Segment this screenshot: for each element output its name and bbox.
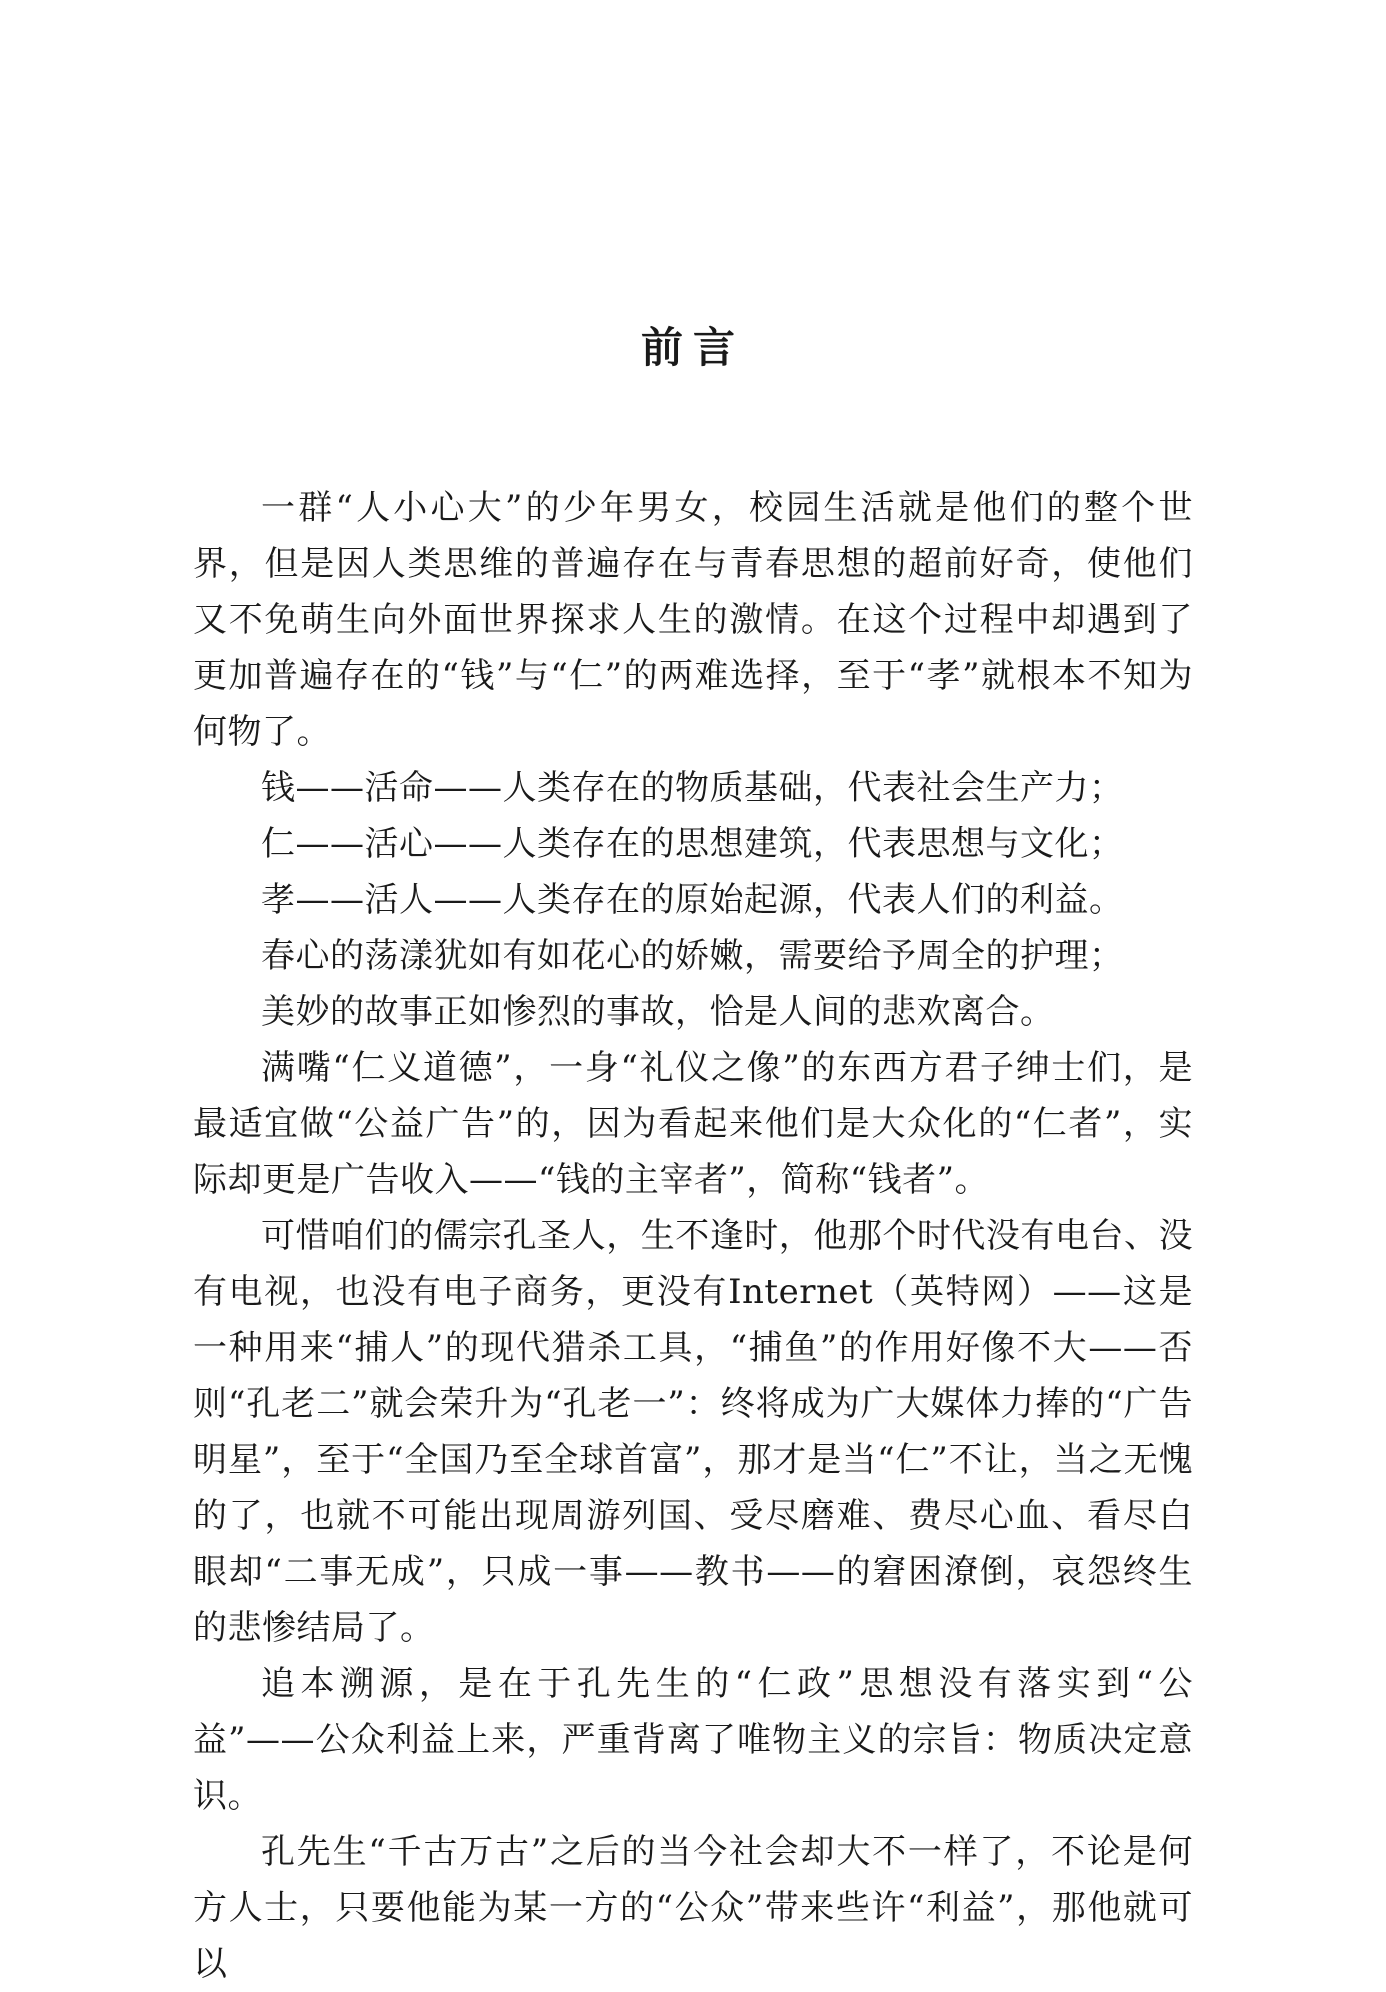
paragraph: 可惜咱们的儒宗孔圣人，生不逢时，他那个时代没有电台、没有电视，也没有电子商务，更没有Internet（英特网）——这是一种用来“捕人”的现代猎杀工具，“捕鱼”的作用好像不大——否则“孔老二”就会荣升为“孔老一”：终将成为广大媒体力捧的“广告明星”，至于“全国乃至全球首富”，那才是当“仁”不让，当之无愧的了，也就不可能出现周游列国、受尽磨难、费尽心血、看尽白眼却“二事无成”，只成一事——教书——的窘困潦倒，哀怨终生的悲惨结局了。 bbox=[193, 1216, 1193, 1648]
paragraph: 美妙的故事正如惨烈的事故，恰是人间的悲欢离合。 bbox=[261, 992, 1055, 1032]
body-text bbox=[193, 480, 1193, 1992]
paragraph: 仁——活心——人类存在的思想建筑，代表思想与文化； bbox=[261, 824, 1124, 864]
paragraph: 孔先生“千古万古”之后的当今社会却大不一样了，不论是何方人士，只要他能为某一方的“公众”带来些许“利益”，那他就可以 bbox=[193, 1832, 1193, 1984]
paragraph: 钱——活命——人类存在的物质基础，代表社会生产力； bbox=[261, 768, 1124, 808]
paragraph: 追本溯源，是在于孔先生的“仁政”思想没有落实到“公益”——公众利益上来，严重背离了唯物主义的宗旨：物质决定意识。 bbox=[193, 1664, 1193, 1816]
paragraph: 一群“人小心大”的少年男女，校园生活就是他们的整个世界，但是因人类思维的普遍存在与青春思想的超前好奇，使他们又不免萌生向外面世界探求人生的激情。在这个过程中却遇到了更加普遍存在的“钱”与“仁”的两难选择，至于“孝”就根本不知为何物了。 bbox=[193, 488, 1193, 752]
paragraph: 满嘴“仁义道德”，一身“礼仪之像”的东西方君子绅士们，是最适宜做“公益广告”的，因为看起来他们是大众化的“仁者”，实际却更是广告收入——“钱的主宰者”，简称“钱者”。 bbox=[193, 1048, 1193, 1200]
paragraph: 春心的荡漾犹如有如花心的娇嫩，需要给予周全的护理； bbox=[261, 936, 1124, 976]
page-title: 前言 bbox=[640, 323, 745, 372]
paragraph: 孝——活人——人类存在的原始起源，代表人们的利益。 bbox=[261, 880, 1124, 920]
